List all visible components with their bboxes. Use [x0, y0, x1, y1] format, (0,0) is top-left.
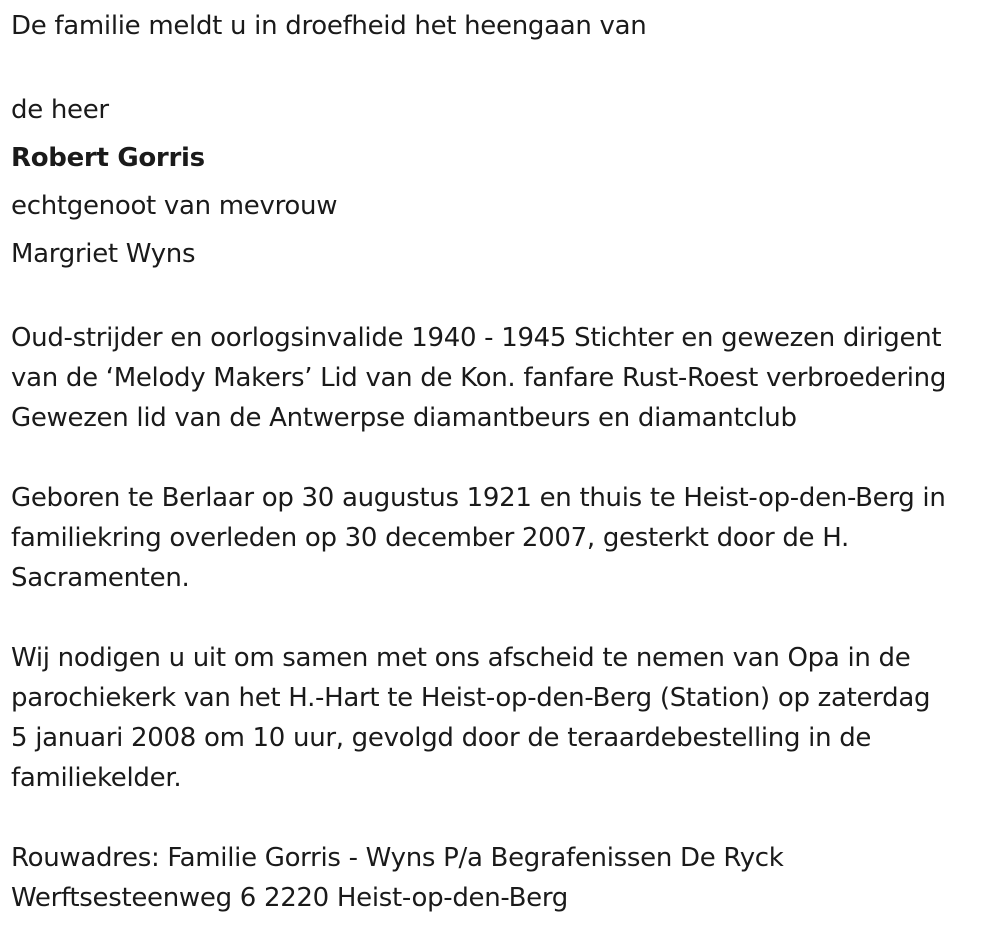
address-paragraph: [11, 838, 1000, 918]
biography-line: Gewezen lid van de Antwerpse diamantbeurs en diamantclub: [11, 403, 797, 433]
birth-death-paragraph: [11, 478, 1000, 598]
honorific: de heer: [11, 95, 109, 125]
biography-line: Oud-strijder en oorlogsinvalide 1940 - 1945 Stichter en gewezen dirigent: [11, 323, 942, 353]
intro-text: De familie meldt u in droefheid het heengaan van: [11, 11, 647, 41]
invitation-paragraph: [11, 638, 1000, 798]
relation-text: echtgenoot van mevrouw: [11, 191, 338, 221]
address-line: Rouwadres: Familie Gorris - Wyns P/a Begrafenissen De Ryck: [11, 843, 784, 873]
invitation-line: Wij nodigen u uit om samen met ons afscheid te nemen van Opa in de: [11, 643, 911, 673]
invitation-line: parochiekerk van het H.-Hart te Heist-op-den-Berg (Station) op zaterdag: [11, 683, 931, 713]
birth-death-line: Geboren te Berlaar op 30 augustus 1921 en thuis te Heist-op-den-Berg in: [11, 483, 946, 513]
birth-death-line: Sacramenten.: [11, 563, 190, 593]
biography-line: van de ‘Melody Makers’ Lid van de Kon. fanfare Rust-Roest verbroedering: [11, 363, 947, 393]
spouse-name: Margriet Wyns: [11, 239, 196, 269]
address-line: Werftsesteenweg 6 2220 Heist-op-den-Berg: [11, 883, 568, 913]
birth-death-line: familiekring overleden op 30 december 2007, gesterkt door de H.: [11, 523, 849, 553]
invitation-line: familiekelder.: [11, 763, 182, 793]
deceased-name: Robert Gorris: [11, 143, 205, 173]
invitation-line: 5 januari 2008 om 10 uur, gevolgd door de teraardebestelling in de: [11, 723, 872, 753]
deceased-block: [11, 86, 1000, 278]
biography-paragraph: [11, 318, 1000, 438]
